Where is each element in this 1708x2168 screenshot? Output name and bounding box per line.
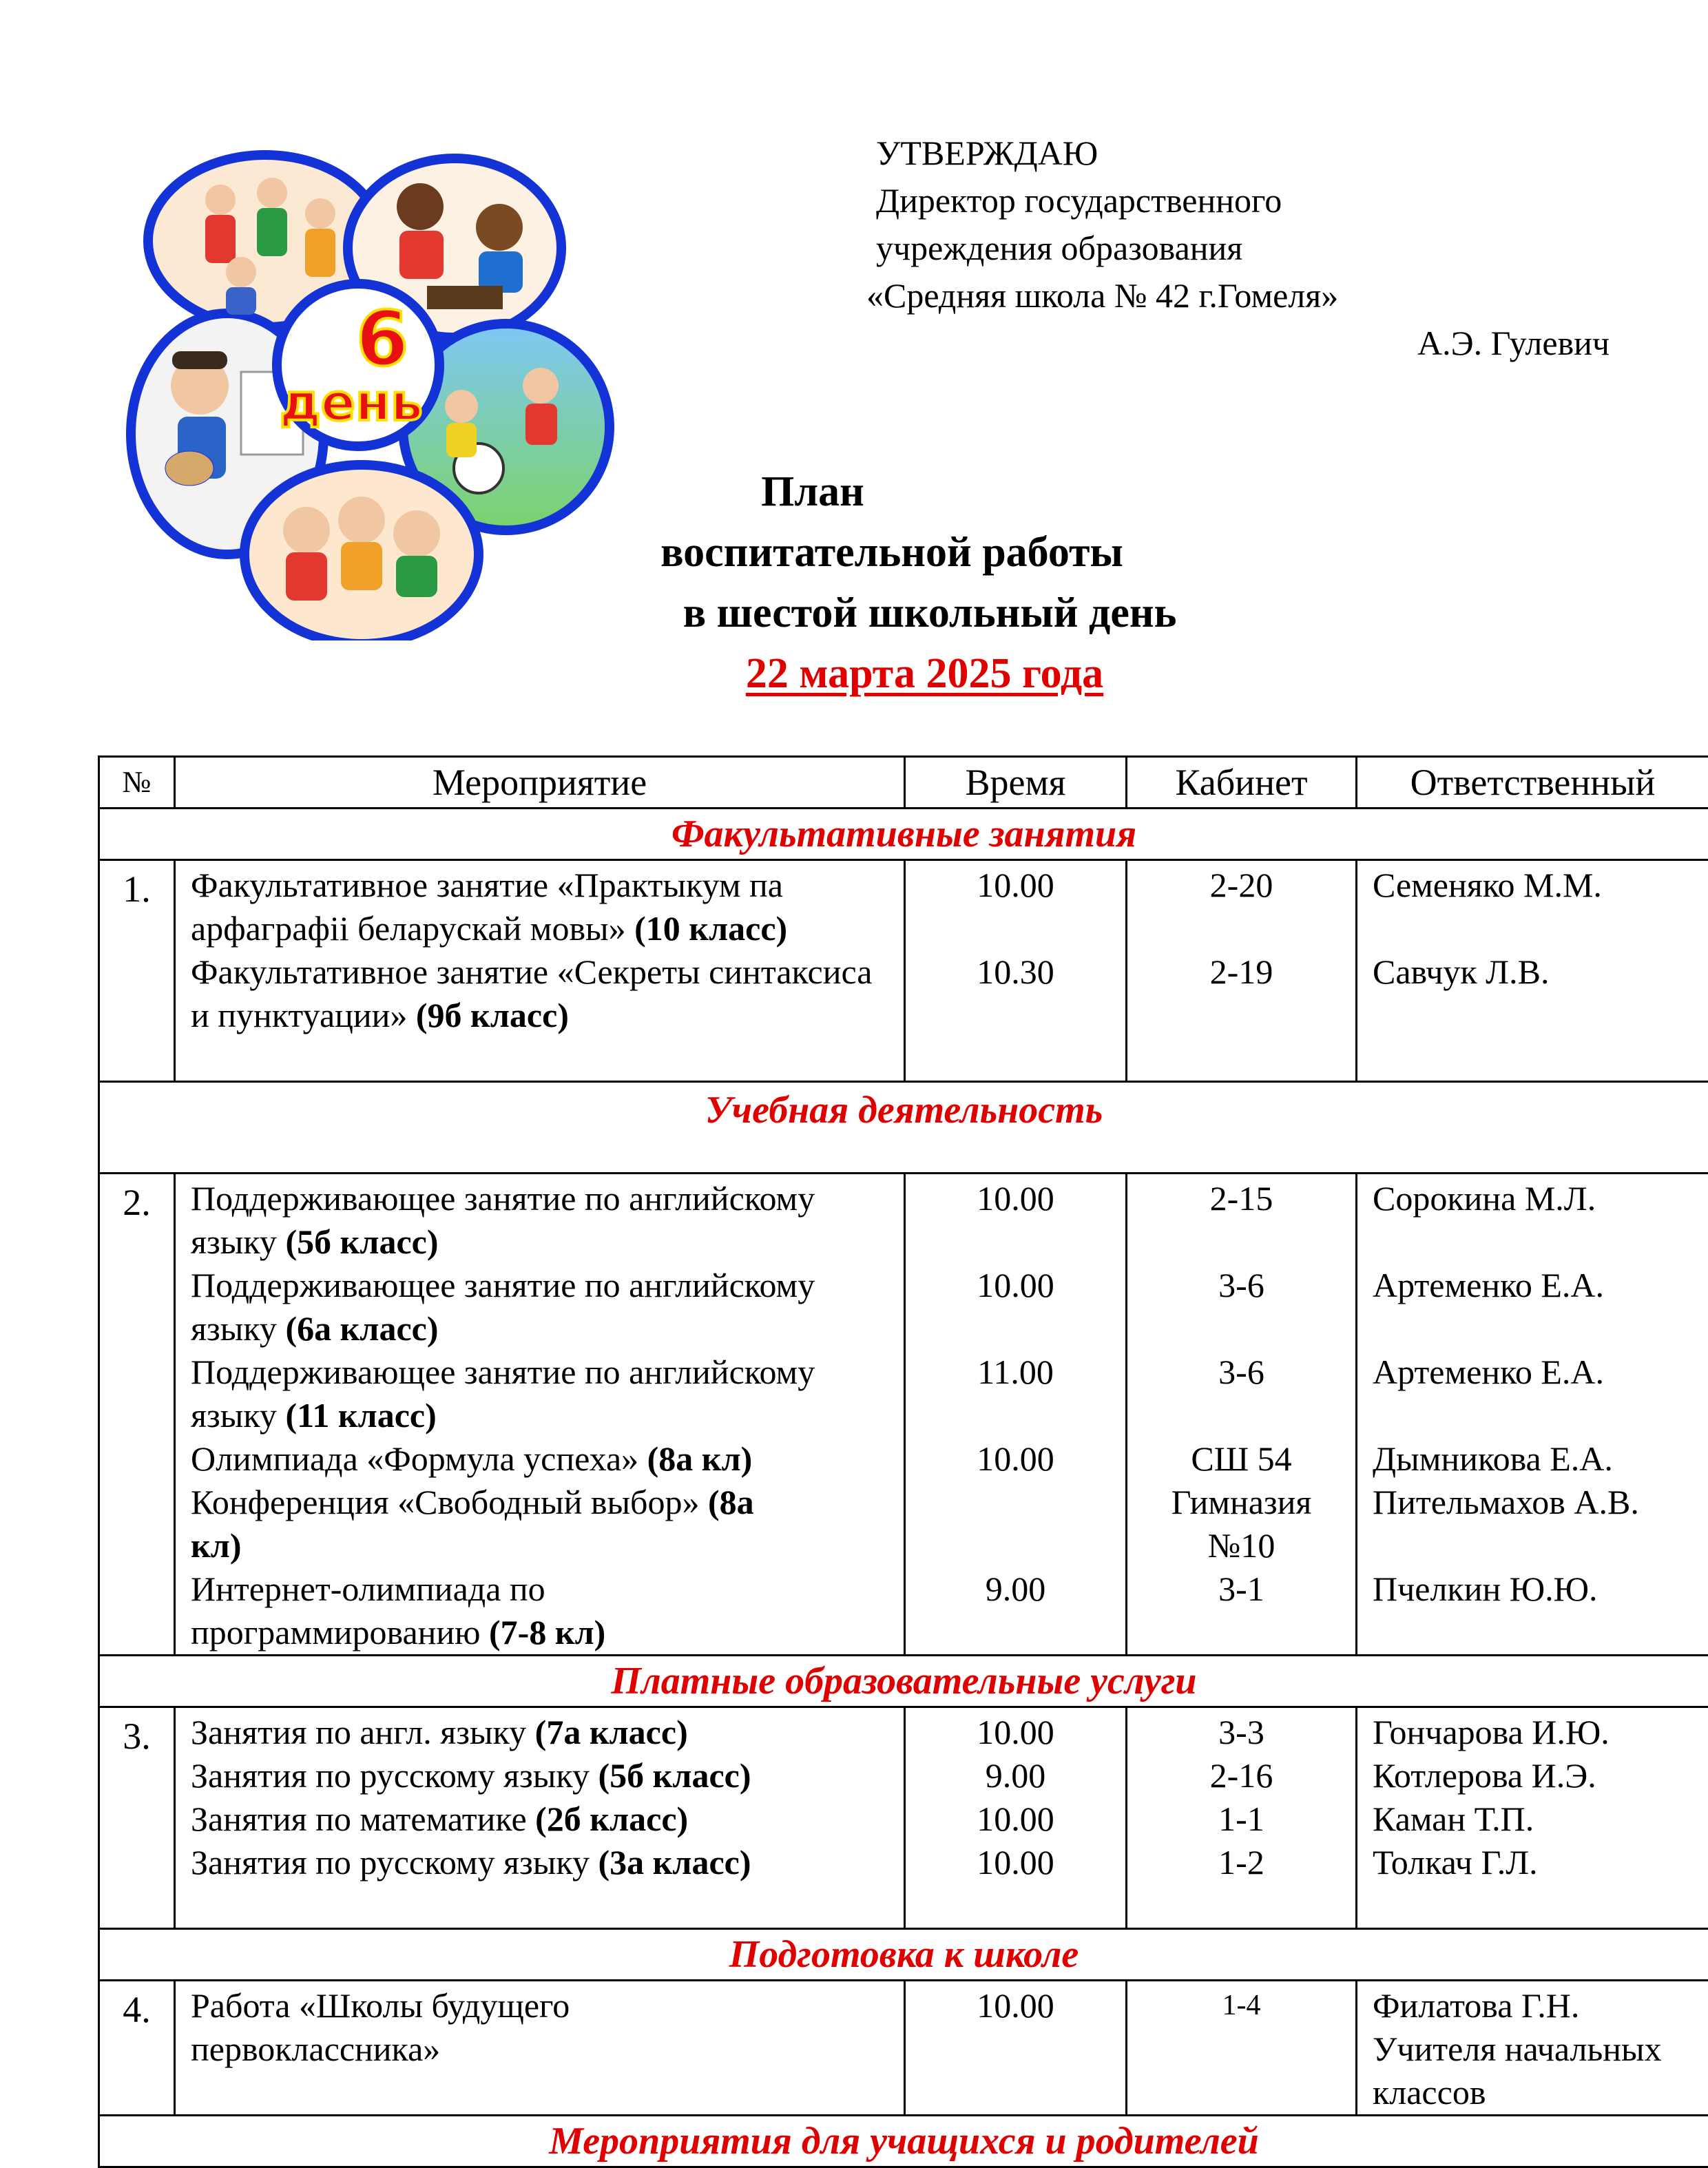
table-header-row [99, 757, 1708, 809]
event-item: Интернет-олимпиада по программированию (7-8 кл) [191, 1567, 756, 1654]
responsible-cell: Гончарова И.Ю. Котлерова И.Э. Каман Т.П. Толкач Г.Л. [1357, 1707, 1708, 1929]
section-title: Подготовка к школе [99, 1929, 1708, 1981]
event-item: Факультативное занятие «Секреты синтаксиса и пунктуации» (9б класс) [191, 950, 897, 1037]
table-row [99, 1707, 1708, 1929]
section-title: Платные образовательные услуги [99, 1656, 1708, 1707]
header-event: Мероприятие [175, 757, 905, 809]
section-row [99, 2116, 1708, 2167]
title-line-3: в шестой школьный день [585, 583, 1274, 643]
room-cell: 3-3 2-16 1-1 1-2 [1127, 1707, 1357, 1929]
time-cell: 10.00 10.00 11.00 10.00 9.00 [905, 1174, 1127, 1656]
badge-number: 6 [356, 295, 409, 383]
event-item: Поддерживающее занятие по английскому языку (5б класс) [191, 1177, 897, 1264]
row-number: 4. [99, 1981, 175, 2116]
header-responsible: Ответственный [1357, 757, 1708, 809]
section-row [99, 809, 1708, 860]
approval-block [861, 129, 1610, 367]
event-item: Занятия по русскому языку (5б класс) [191, 1754, 897, 1797]
title-date: 22 марта 2025 года [746, 650, 1103, 697]
event-item: Олимпиада «Формула успеха» (8а кл) [191, 1437, 897, 1481]
approval-heading: УТВЕРЖДАЮ [861, 129, 1610, 177]
room-cell: 2-15 3-6 3-6 СШ 54 Гимназия №10 3-1 [1127, 1174, 1357, 1656]
section-title: Учебная деятельность [99, 1082, 1708, 1174]
event-item: Занятия по русскому языку (3а класс) [191, 1841, 897, 1884]
section-row [99, 1929, 1708, 1981]
event-cell [175, 860, 905, 1082]
header-room: Кабинет [1127, 757, 1357, 809]
event-item: Занятия по математике (2б класс) [191, 1797, 897, 1841]
event-item: Работа «Школы будущего первоклассника» [191, 1984, 632, 2071]
room-cell: 1-4 [1127, 1981, 1357, 2116]
row-number: 3. [99, 1707, 175, 1929]
header-time: Время [905, 757, 1127, 809]
header-num: № [99, 757, 175, 809]
event-item: Занятия по англ. языку (7а класс) [191, 1711, 897, 1754]
section-title: Мероприятия для учащихся и родителей [99, 2116, 1708, 2167]
badge-word: день [280, 373, 423, 432]
approval-signatory: А.Э. Гулевич [861, 320, 1610, 367]
title-line-1: План [351, 461, 1274, 522]
event-cell [175, 1174, 905, 1656]
table-row [99, 860, 1708, 1082]
responsible-cell: Сорокина М.Л. Артеменко Е.А. Артеменко Е.А. Дымникова Е.А. Пительмахов А.В. Пчелкин Ю.Ю. [1357, 1174, 1708, 1656]
title-line-2: воспитательной работы [510, 522, 1274, 583]
event-cell [175, 1981, 905, 2116]
section-row [99, 1656, 1708, 1707]
section-title: Факультативные занятия [99, 809, 1708, 860]
approval-position: Директор государственного [861, 177, 1610, 225]
time-cell: 10.00 9.00 10.00 10.00 [905, 1707, 1127, 1929]
time-cell: 10.00 10.30 [905, 860, 1127, 1082]
row-number: 2. [99, 1174, 175, 1656]
approval-org-line: учреждения образования [861, 225, 1610, 272]
responsible-cell: Филатова Г.Н. Учителя начальных классов [1357, 1981, 1708, 2116]
approval-school-name: «Средняя школа № 42 г.Гомеля» [861, 272, 1610, 320]
event-item: Факультативное занятие «Практыкум па арфаграфіі беларускай мовы» (10 класс) [191, 864, 897, 950]
event-item: Конференция «Свободный выбор» (8а кл) [191, 1481, 756, 1567]
row-number: 1. [99, 860, 175, 1082]
event-item: Поддерживающее занятие по английскому языку (6а класс) [191, 1264, 897, 1351]
time-cell: 10.00 [905, 1981, 1127, 2116]
responsible-cell: Семеняко М.М. Савчук Л.В. [1357, 860, 1708, 1082]
event-item: Поддерживающее занятие по английскому языку (11 класс) [191, 1351, 897, 1437]
table-row [99, 1981, 1708, 2116]
event-cell [175, 1707, 905, 1929]
document-title [585, 461, 1274, 704]
table-row [99, 1174, 1708, 1656]
room-cell: 2-20 2-19 [1127, 860, 1357, 1082]
plan-table [98, 755, 1708, 2168]
section-row [99, 1082, 1708, 1174]
